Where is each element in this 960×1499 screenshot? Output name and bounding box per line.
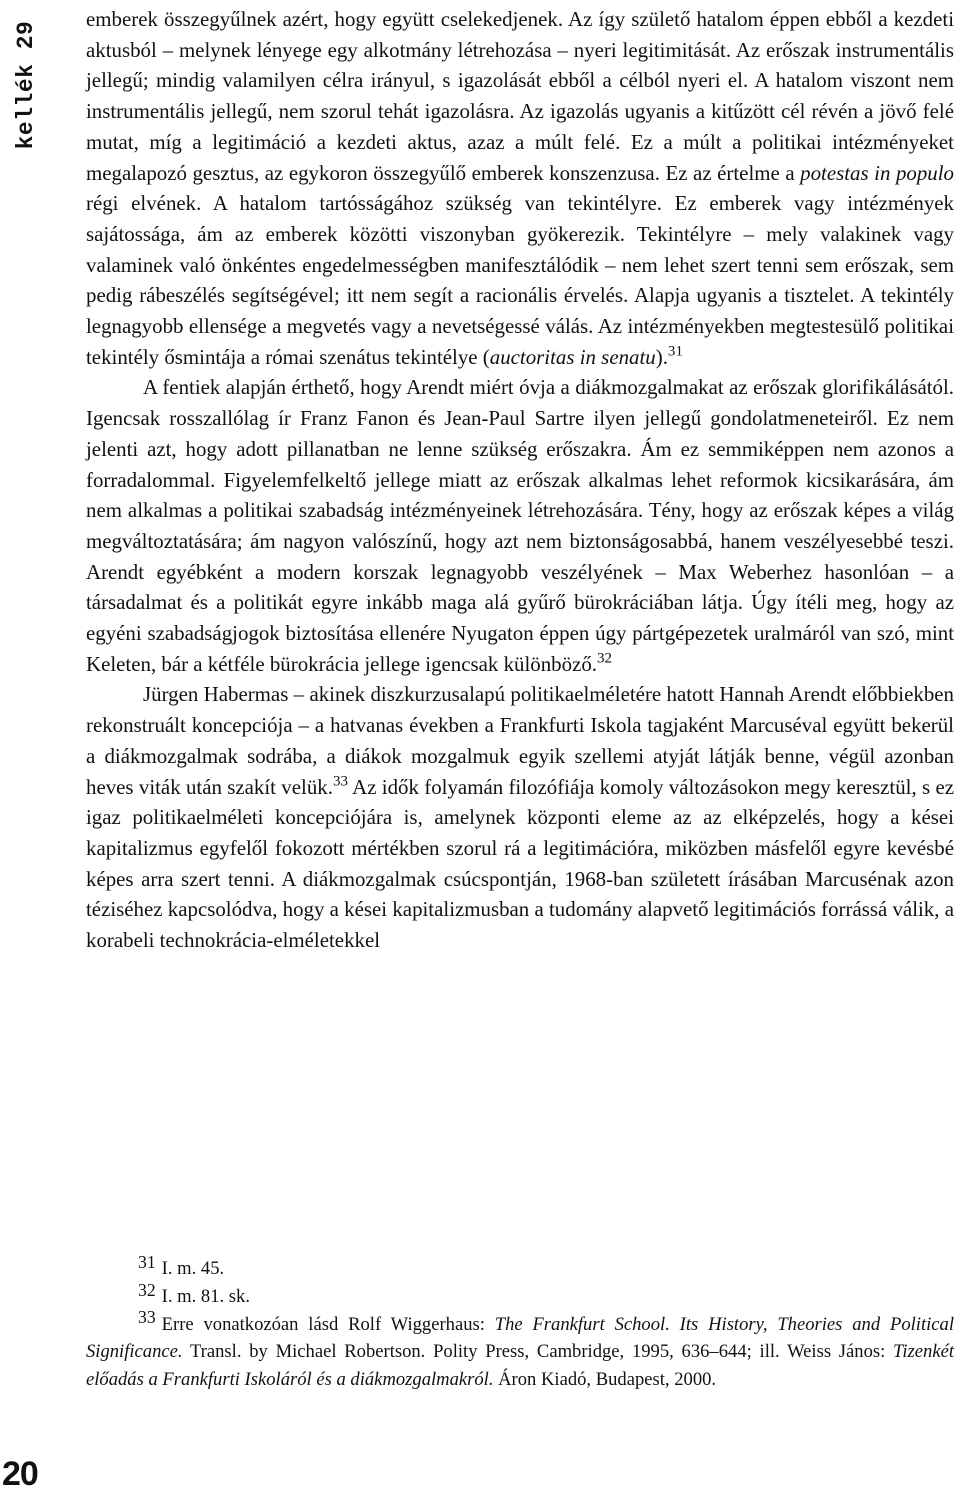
footnote-31 — [86, 1251, 954, 1283]
running-head-text: kellék 29 — [13, 20, 39, 150]
footnote-text: Áron Kiadó, Budapest, 2000. — [493, 1369, 717, 1391]
footnote-number: 31 — [138, 1251, 156, 1272]
footnote-text: Erre vonatkozóan lásd Rolf Wiggerhaus: — [161, 1313, 495, 1335]
footnote-text: I. m. 45. — [161, 1258, 225, 1279]
text-run: Jürgen Habermas – akinek diszkurzusalapú politikaelméletére hatott Hannah Arendt előbbiekben rekonstruált koncepciója – a hatvanas években a Frankfurti Iskola tagjaként Marcuséval együtt bekerül a diákmozgalmak sodrába, a diákok mozgalmuk egyik szellemi atyját látják benne, végül azonban heves viták után szakít velük. — [86, 682, 954, 799]
latin-phrase: potestas in populo — [800, 160, 954, 185]
running-head — [0, 0, 52, 170]
footnotes — [86, 1251, 954, 1394]
latin-phrase: auctoritas in senatu — [489, 344, 656, 369]
footnote-ref[interactable]: 31 — [667, 343, 683, 360]
footnote-number: 33 — [138, 1307, 156, 1328]
book-title: Tizenkét előadás a Frankfurti Iskoláról és a diákmozgalmakról. — [86, 1341, 954, 1391]
page-number: 20 — [2, 1455, 38, 1493]
footnote-33 — [86, 1307, 954, 1394]
text-run: Az idők folyamán filozófiája komoly változásokon megy keresztül, s ez igaz politikaelméleti koncepciójára is, amelynek központi eleme az az elképzelés, hogy a kései kapitalizmus egyfelől fokozott mértékben szorul rá a legitimációra, miközben másfelől egyre kevésbé képes arra szert tenni. A diákmozgalmak csúcspontján, 1968-ban született írásában Marcusénak azon téziséhez kapcsolódva, hogy a kései kapitalizmusban a tudomány alapvető legitimációs forrássá válik, a korabeli technokrácia-elméletekkel — [86, 774, 954, 953]
text-run: A fentiek alapján érthető, hogy Arendt miért óvja a diákmozgalmakat az erőszak glorifikálásától. Igencsak rosszallólag ír Franz Fanon és Jean-Paul Sartre ilyen jellegű gondolatmeneteiről. Ez nem jelenti azt, hogy adott pillanatban ne lenne szükség erőszakra. Ám ez semmiképpen nem azonos a forradalommal. Figyelemfelkeltő jellege miatt az erőszak alkalmas lehet reformok kicsikarására, ám nem alkalmas a politikai szabadság intézményeinek létrehozására. Tény, hogy az erőszak képes a világ megváltoztatására; ám nagyon valószínű, hogy azt nem biztonságosabbá, hanem veszélyesebbé teszi. Arendt egyébként a modern korszak legnagyobb veszélyének – Max Weberhez hasonlóan – a társadalmat és a politikát egyre inkább maga alá gyűrő bürokráciában látja. Úgy ítéli meg, hogy az egyéni szabadságjogok biztosítása ellenére Nyugaton éppen úgy pártgépezetek uralmáról van szó, mint Keleten, bár a kétféle bürokrácia jellege igencsak különböző. — [86, 375, 954, 676]
main-text — [86, 4, 954, 956]
paragraph-continued — [86, 4, 954, 372]
paragraph — [86, 372, 954, 679]
footnote-32 — [86, 1279, 954, 1311]
book-title: The Frankfurt School. Its History, Theories and Political Significance. — [86, 1313, 954, 1363]
text-run: emberek összegyűlnek azért, hogy együtt cselekedjenek. Az így születő hatalom éppen ebből a kezdeti aktusból – melynek lényege egy alkotmány létrehozása – nyeri legitimitását. Az erőszak instrumentális jellegű; mindig valamilyen célra irányul, s igazolását ebből a célból nyeri el. A hatalom viszont nem instrumentális jellegű, nem szorul tehát igazolásra. Az igazolás ugyanis a kitűzött cél révén a jövő felé mutat, míg a legitimáció a kezdeti aktus, azaz a múlt felé. Ez a múlt a politikai intézményeket megalapozó gesztus, az egykoron összegyűlő emberek konszenzusa. Ez az értelme a — [86, 7, 954, 185]
footnote-text: Transl. by Michael Robertson. Polity Press, Cambridge, 1995, 636–644; ill. Weiss János: — [182, 1341, 894, 1363]
footnote-ref[interactable]: 32 — [597, 650, 613, 667]
footnote-text: I. m. 81. sk. — [161, 1285, 250, 1307]
footnote-number: 32 — [138, 1279, 156, 1300]
text-run: régi elvének. A hatalom tartósságához szükség van tekintélyre. Ez emberek vagy intézmények sajátossága, ám az emberek közötti viszonyban gyökerezik. Tekintélyre – mely valakinek vagy valaminek való önkéntes engedelmességben manifesztálódik – nem lehet szert tenni sem erőszak, sem pedig rábeszélés segítségével; itt nem segít a racionális érvelés. Alapja ugyanis a tisztelet. A tekintély legnagyobb ellensége a megvetés vagy a nevetségessé válás. Az intézményekben megtestesülő politikai tekintély ősmintája a római szenátus tekintélye ( — [86, 191, 954, 369]
footnote-ref[interactable]: 33 — [332, 773, 348, 790]
text-run: ). — [655, 344, 668, 369]
paragraph — [86, 679, 954, 955]
